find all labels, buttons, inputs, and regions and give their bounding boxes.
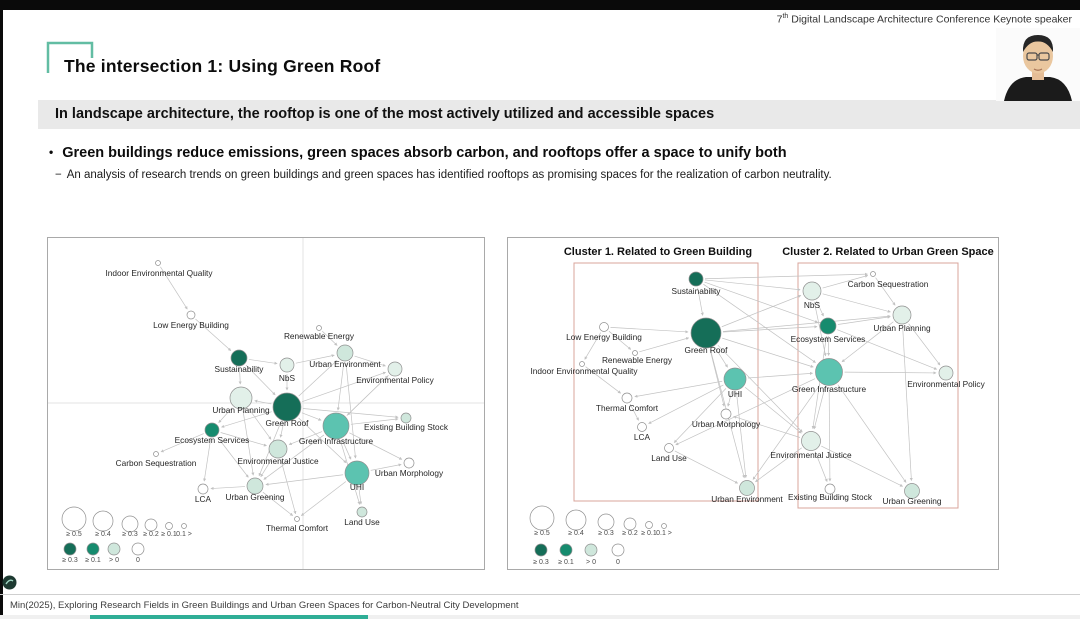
node-leb [600,323,609,332]
key-message-banner [38,100,1080,129]
node-label-lca: LCA [633,432,651,442]
legend-size-label-5: 0.1 > [656,530,672,537]
edge-gr-nbs [722,295,801,326]
footer-logo-icon [2,575,17,590]
node-label-tc: Thermal Comfort [265,523,329,533]
node-leb [187,311,195,319]
main-bullet-text: Green buildings reduce emissions, green spaces absorb carbon, and rooftops offer a space to unify both [62,145,787,161]
node-um [404,458,414,468]
legend-size-label-1: ≥ 0.4 [95,531,111,538]
cluster-title-2: Cluster 2. Related to Urban Green Space [782,246,994,258]
node-label-gi: Green Infrastructure [298,436,374,446]
node-label-ue: Urban Environment [711,494,783,504]
legend-color-circle-3 [612,544,624,556]
legend-color-label-3: 0 [136,557,140,564]
left-network-diagram [47,237,485,570]
letterbox-top [0,0,1080,10]
node-label-sus: Sustainability [214,364,264,374]
node-sus [689,272,703,286]
node-label-cs: Carbon Sequestration [847,279,929,289]
node-gr [273,393,301,421]
edge-ug-lca [211,487,245,489]
node-lu [357,507,367,517]
node-label-es: Ecosystem Services [790,334,866,344]
node-tc [295,517,300,522]
node-label-leb: Low Energy Building [153,320,229,330]
node-label-lu: Land Use [651,453,687,463]
edge-sus-cs [705,274,868,279]
legend-color-circle-2 [585,544,597,556]
legend-size-circle-2 [122,516,138,532]
key-message-text: In landscape architecture, the rooftop is one of the most actively utilized and accessible spaces [55,106,715,122]
edge-up-ug [903,326,912,481]
legend-color-circle-0 [535,544,547,556]
legend-size-label-4: ≥ 0.1 [641,530,657,537]
node-tc [622,393,632,403]
node-nbs [803,282,821,300]
node-label-ej: Environmental Justice [237,456,319,466]
node-label-sus: Sustainability [671,286,721,296]
edge-gi-ep [844,372,936,373]
edge-ej-tc [281,460,296,514]
edge-gi-ug [838,385,906,483]
node-label-ep: Environmental Policy [907,379,985,389]
node-es [820,318,836,334]
node-ej [802,432,821,451]
node-label-lu: Land Use [344,517,380,527]
legend-size-circle-0 [530,506,554,530]
legend-color-label-1: ≥ 0.1 [558,559,574,566]
main-bullet [49,145,787,161]
node-label-cs: Carbon Sequestration [115,458,197,468]
node-cs [871,272,876,277]
video-progress-track[interactable] [0,615,1080,619]
legend-color-circle-2 [108,543,120,555]
legend-size-circle-5 [182,524,187,529]
legend-size-circle-4 [646,522,653,529]
speaker-avatar [996,28,1080,101]
video-progress-bar[interactable] [90,615,368,619]
node-label-lca: LCA [194,494,212,504]
letterbox-left [0,0,3,619]
node-ep [939,366,953,380]
legend-color-label-1: ≥ 0.1 [85,557,101,564]
legend-size-label-3: ≥ 0.2 [622,530,638,537]
node-label-ieq: Indoor Environmental Quality [530,366,638,376]
node-cs [154,452,159,457]
node-label-gr: Green Roof [684,345,728,355]
node-um [721,409,731,419]
legend-size-label-5: 0.1 > [176,531,192,538]
legend-size-circle-2 [598,514,614,530]
footer-divider [0,594,1080,595]
node-lu [665,444,674,453]
node-label-um: Urban Morphology [691,419,761,429]
node-label-ep: Environmental Policy [356,375,434,385]
right-network-diagram [507,237,999,570]
edge-uhi-tc [301,482,346,516]
node-label-ug: Urban Greening [225,492,285,502]
legend-color-label-0: ≥ 0.3 [533,559,549,566]
node-ep [388,362,402,376]
edge-uhi-tc [635,381,722,396]
legend-size-label-0: ≥ 0.5 [66,531,82,538]
legend-color-circle-0 [64,543,76,555]
node-label-es: Ecosystem Services [174,435,250,445]
legend-size-circle-4 [166,523,173,530]
legend-color-label-3: 0 [616,559,620,566]
node-label-ug: Urban Greening [882,496,942,506]
legend-size-label-0: ≥ 0.5 [534,530,550,537]
node-label-ebs: Existing Building Stock [364,422,448,432]
node-label-re: Renewable Energy [283,331,355,341]
edge-sus-es [704,282,817,322]
speaker-video-thumbnail [996,28,1080,101]
node-label-up: Urban Planning [873,323,931,333]
conference-header: 7th Digital Landscape Architecture Conference Keynote speaker [776,13,1072,26]
legend-size-label-1: ≥ 0.4 [568,530,584,537]
page-title: The intersection 1: Using Green Roof [64,56,381,76]
node-label-up: Urban Planning [212,405,270,415]
node-label-uhi: UHI [349,482,365,492]
node-lca [638,423,647,432]
node-re [317,326,322,331]
node-lca [198,484,208,494]
citation-text: Min(2025), Exploring Research Fields in Green Buildings and Urban Green Spaces for Carbon-Neutral City Development [10,600,519,611]
node-label-gi: Green Infrastructure [791,384,867,394]
edge-sus-nbs [249,359,277,363]
sub-bullet [55,169,832,181]
legend-color-circle-3 [132,543,144,555]
bullet-icon: • [49,145,54,159]
legend-color-circle-1 [560,544,572,556]
legend-size-label-2: ≥ 0.3 [122,531,138,538]
node-uhi [724,368,746,390]
legend-size-label-3: ≥ 0.2 [143,531,159,538]
edge-uhi-lca [649,385,724,424]
edge-es-lca [204,439,210,481]
edge-uhi-ug [266,475,343,485]
node-gr [691,318,721,348]
dash-icon: − [55,169,62,181]
edge-re-gr [639,338,688,352]
sub-bullet-text: An analysis of research trends on green buildings and green spaces has identified rooftops as promising spaces for the realization of carbon neutrality. [66,169,832,181]
node-ieq [156,261,161,266]
node-label-re: Renewable Energy [601,355,673,365]
node-up [893,306,911,324]
node-label-leb: Low Energy Building [566,332,642,342]
legend-color-circle-1 [87,543,99,555]
node-label-ebs: Existing Building Stock [788,492,872,502]
legend-size-circle-3 [145,519,157,531]
node-label-nbs: NbS [278,373,296,383]
node-label-ieq: Indoor Environmental Quality [105,268,213,278]
edge-uhi-lu [674,388,726,442]
node-nbs [280,358,294,372]
node-label-tc: Thermal Comfort [595,403,659,413]
legend-color-label-2: > 0 [586,559,596,566]
legend-size-label-2: ≥ 0.3 [598,530,614,537]
node-label-nbs: NbS [803,300,821,310]
node-label-ej: Environmental Justice [770,450,852,460]
legend-color-label-2: > 0 [109,557,119,564]
legend-size-circle-5 [662,524,667,529]
node-label-um: Urban Morphology [374,468,444,478]
legend-size-circle-0 [62,507,86,531]
node-gi [816,359,843,386]
legend-size-circle-1 [566,510,586,530]
legend-size-label-4: ≥ 0.1 [161,531,177,538]
cluster-title-1: Cluster 1. Related to Green Building [563,246,753,258]
node-label-uhi: UHI [727,389,743,399]
legend-color-label-0: ≥ 0.3 [62,557,78,564]
edge-nbs-up [823,294,891,312]
node-label-gr: Green Roof [265,418,309,428]
node-label-ue: Urban Environment [309,359,381,369]
legend-size-circle-1 [93,511,113,531]
edge-gi-ebs [829,387,830,481]
legend-size-circle-3 [624,518,636,530]
